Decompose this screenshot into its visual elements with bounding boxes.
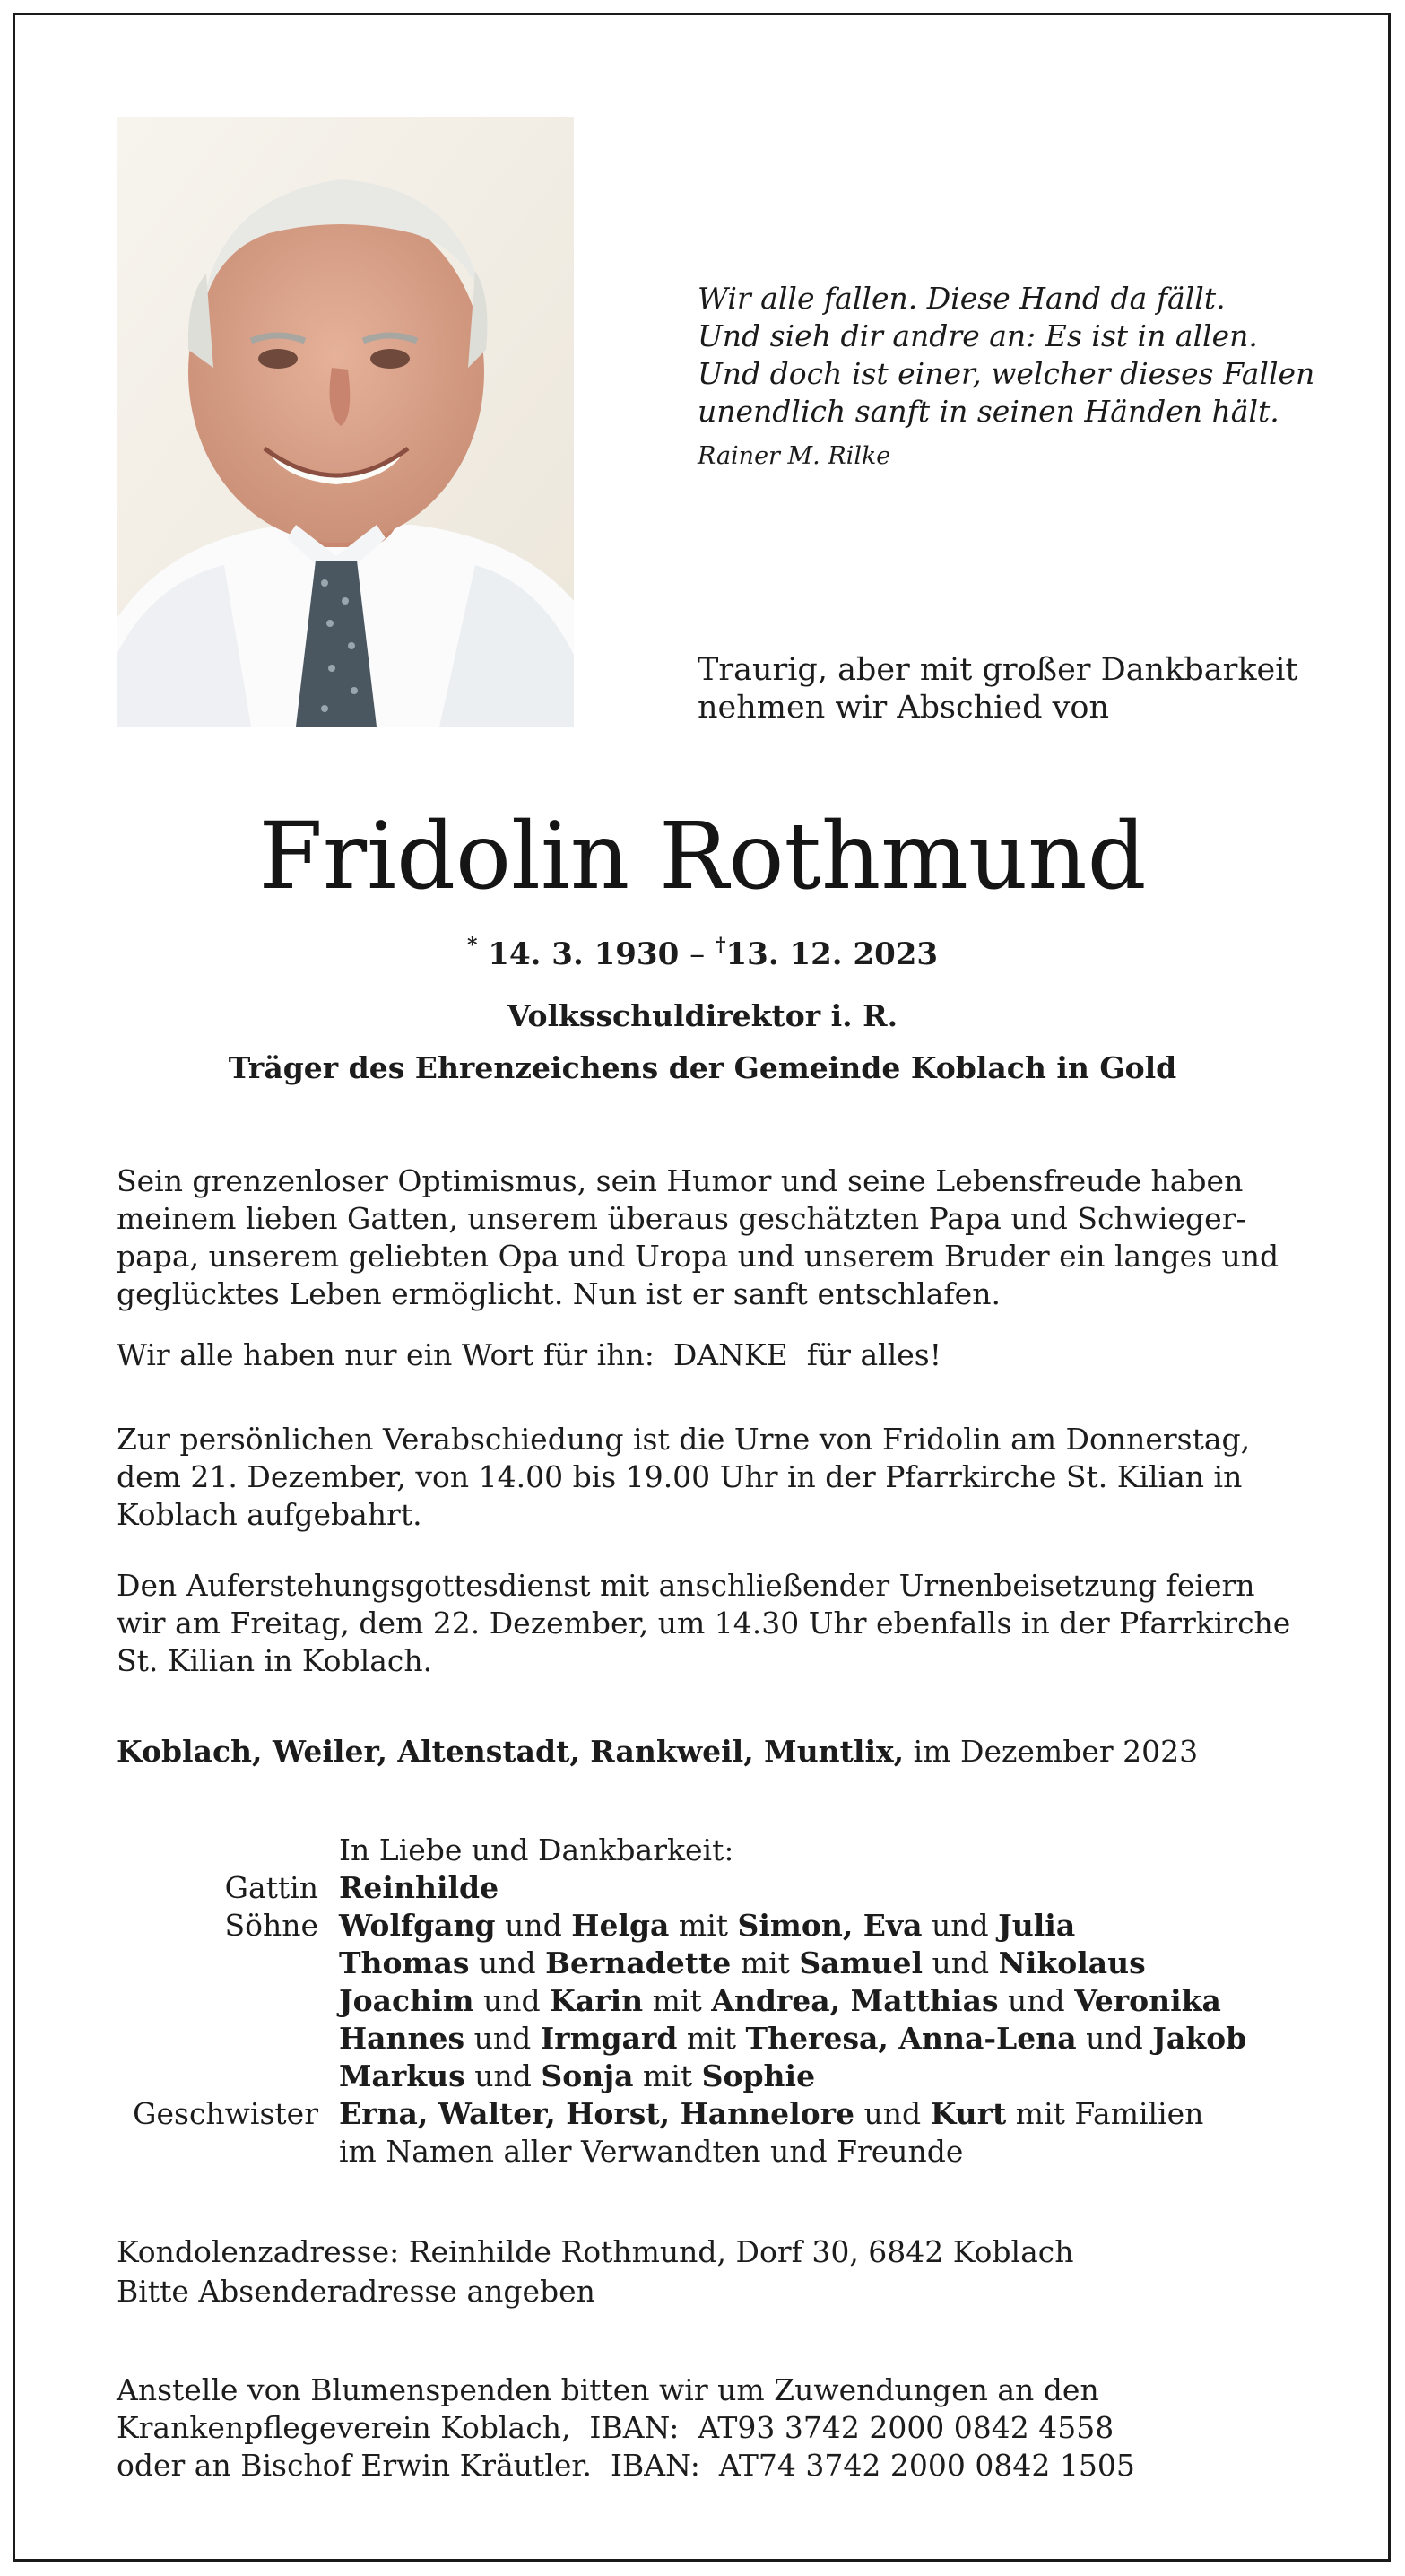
family-row: [0, 2095, 1405, 2133]
conj: und: [464, 2021, 541, 2056]
partner-name: Irmgard: [540, 2021, 678, 2056]
children-names: Andrea, Matthias: [711, 1983, 999, 2018]
text-line: geglücktes Leben ermöglicht. Nun ist er sanft entschlafen.: [117, 1276, 1001, 1311]
deceased-honor: Träger des Ehrenzeichens der Gemeinde Koblach in Gold: [228, 1050, 1177, 1085]
death-symbol: †: [715, 934, 726, 957]
siblings-names: [339, 2095, 1203, 2133]
text-line: Wir alle haben nur ein Wort für ihn: DANKE für alles!: [117, 1337, 941, 1372]
partner-name: Bernadette: [545, 1945, 732, 1980]
sibling-name: Kurt: [930, 2096, 1007, 2131]
family-row: [0, 1907, 1405, 1945]
conj: und: [464, 2058, 542, 2093]
text-line: papa, unserem geliebten Opa und Uropa und unserem Bruder ein langes und: [117, 1239, 1279, 1274]
children-names: Theresa, Anna-Lena: [745, 2021, 1077, 2056]
son-family: [339, 1982, 1221, 2020]
children-names: Samuel: [799, 1945, 924, 1980]
thanks-paragraph: [117, 1336, 1300, 1374]
family-heading: In Liebe und Dankbarkeit:: [339, 1832, 734, 1867]
siblings-label: Geschwister: [133, 2096, 318, 2131]
son-name: Hannes: [339, 2021, 465, 2056]
son-name: Joachim: [339, 1983, 474, 2018]
condolence-address: Kondolenzadresse: Reinhilde Rothmund, Dorf 30, 6842 Koblach: [117, 2234, 1074, 2269]
service-paragraph: [117, 1567, 1300, 1680]
text-line: wir am Freitag, dem 22. Dezember, um 14.30 Uhr ebenfalls in der Pfarrkirche: [117, 1606, 1291, 1640]
family-row: [0, 1945, 1405, 1982]
birth-date: 14. 3. 1930: [488, 936, 680, 972]
conj: mit: [677, 2021, 746, 2056]
intro-line: nehmen wir Abschied von: [698, 690, 1109, 726]
conj: mit: [643, 1983, 712, 2018]
partner-name: Helga: [571, 1908, 670, 1943]
conj: und: [923, 1945, 999, 1980]
poem-line: unendlich sanft in seinen Händen hält.: [698, 394, 1279, 429]
tribute-paragraph: [117, 1162, 1300, 1313]
places-date-line: [117, 1733, 1198, 1771]
portrait-photo: [117, 117, 574, 727]
viewing-paragraph: [117, 1421, 1300, 1534]
children-names: Sophie: [701, 2058, 816, 2093]
text-line: Koblach aufgebahrt.: [117, 1497, 422, 1532]
places-list: Koblach, Weiler, Altenstadt, Rankweil, Muntlix,: [117, 1734, 905, 1769]
partner-name: Karin: [550, 1983, 644, 2018]
sibling-names: Erna, Walter, Horst, Hannelore: [339, 2096, 855, 2131]
family-closing: im Namen aller Verwandten und Freunde: [339, 2134, 964, 2169]
deceased-title: Volksschuldirektor i. R.: [507, 998, 898, 1033]
family-row: [0, 2020, 1405, 2058]
condolence-block: [117, 2232, 1074, 2311]
farewell-intro: [698, 651, 1343, 727]
donation-line: Anstelle von Blumenspenden bitten wir um Zuwendungen an den: [117, 2372, 1099, 2407]
conj: und: [922, 1908, 999, 1943]
conj: und: [998, 1983, 1075, 2018]
text-line: meinem lieben Gatten, unserem überaus geschätzten Papa und Schwieger-: [117, 1201, 1246, 1236]
sons-label: Söhne: [224, 1908, 318, 1943]
conj: und: [469, 1945, 546, 1980]
text-line: dem 21. Dezember, von 14.00 bis 19.00 Uhr in der Pfarrkirche St. Kilian in: [117, 1459, 1243, 1494]
text-line: St. Kilian in Koblach.: [117, 1643, 433, 1678]
text-line: Sein grenzenloser Optimismus, sein Humor und seine Lebensfreude haben: [117, 1163, 1244, 1198]
family-mourners: [0, 1832, 1405, 2171]
date-dash: –: [689, 936, 706, 972]
places-date: im Dezember 2023: [904, 1734, 1199, 1769]
poem-line: Und sieh dir andre an: Es ist in allen.: [698, 318, 1258, 353]
family-row: [0, 1982, 1405, 2020]
text-line: Zur persönlichen Verabschiedung ist die Urne von Fridolin am Donnerstag,: [117, 1422, 1251, 1457]
deceased-name: Fridolin Rothmund: [258, 803, 1147, 910]
conj: und: [1076, 2021, 1153, 2056]
spouse-label: Gattin: [224, 1870, 318, 1905]
donation-line: oder an Bischof Erwin Kräutler. IBAN: AT74 3742 2000 0842 1505: [117, 2448, 1135, 2483]
family-row: [0, 1832, 1405, 1869]
partner-name: Sonja: [541, 2058, 634, 2093]
poem-line: Wir alle fallen. Diese Hand da fällt.: [698, 281, 1226, 316]
son-family: [339, 1907, 1075, 1945]
death-date: 13. 12. 2023: [725, 936, 939, 972]
son-name: Wolfgang: [339, 1908, 496, 1943]
son-family: [339, 2020, 1246, 2058]
child-name: Julia: [998, 1908, 1076, 1943]
conj: und: [854, 2096, 931, 2131]
son-name: Markus: [339, 2058, 465, 2093]
conj: mit: [633, 2058, 702, 2093]
conj: mit: [669, 1908, 738, 1943]
text-line: Den Auferstehungsgottesdienst mit anschließender Urnenbeisetzung feiern: [117, 1568, 1255, 1603]
intro-line: Traurig, aber mit großer Dankbarkeit: [698, 652, 1298, 688]
child-name: Veronika: [1074, 1983, 1221, 2018]
birth-symbol: *: [466, 934, 478, 957]
family-row: [0, 1869, 1405, 1907]
conj: mit: [731, 1945, 800, 1980]
children-names: Simon, Eva: [737, 1908, 923, 1943]
son-family: [339, 2058, 815, 2095]
conj: und: [473, 1983, 551, 2018]
family-row: [0, 2133, 1405, 2171]
life-dates: [0, 924, 1405, 976]
siblings-suffix: mit Familien: [1006, 2096, 1204, 2131]
son-family: [339, 1945, 1146, 1982]
spouse-name: [339, 1869, 499, 1907]
poem-author: Rainer M. Rilke: [698, 442, 891, 470]
poem-quote: [698, 280, 1343, 472]
child-name: Nikolaus: [998, 1945, 1146, 1980]
child-name: Jakob: [1152, 2021, 1247, 2056]
wife-name: Reinhilde: [339, 1870, 499, 1905]
poem-line: Und doch ist einer, welcher dieses Fallen: [698, 356, 1315, 391]
condolence-note: Bitte Absenderadresse angeben: [117, 2274, 595, 2309]
conj: und: [495, 1908, 572, 1943]
son-name: Thomas: [339, 1945, 470, 1980]
donation-line: Krankenpflegeverein Koblach, IBAN: AT93 3742 2000 0842 4558: [117, 2410, 1114, 2445]
donation-block: [117, 2371, 1135, 2485]
family-row: [0, 2058, 1405, 2095]
